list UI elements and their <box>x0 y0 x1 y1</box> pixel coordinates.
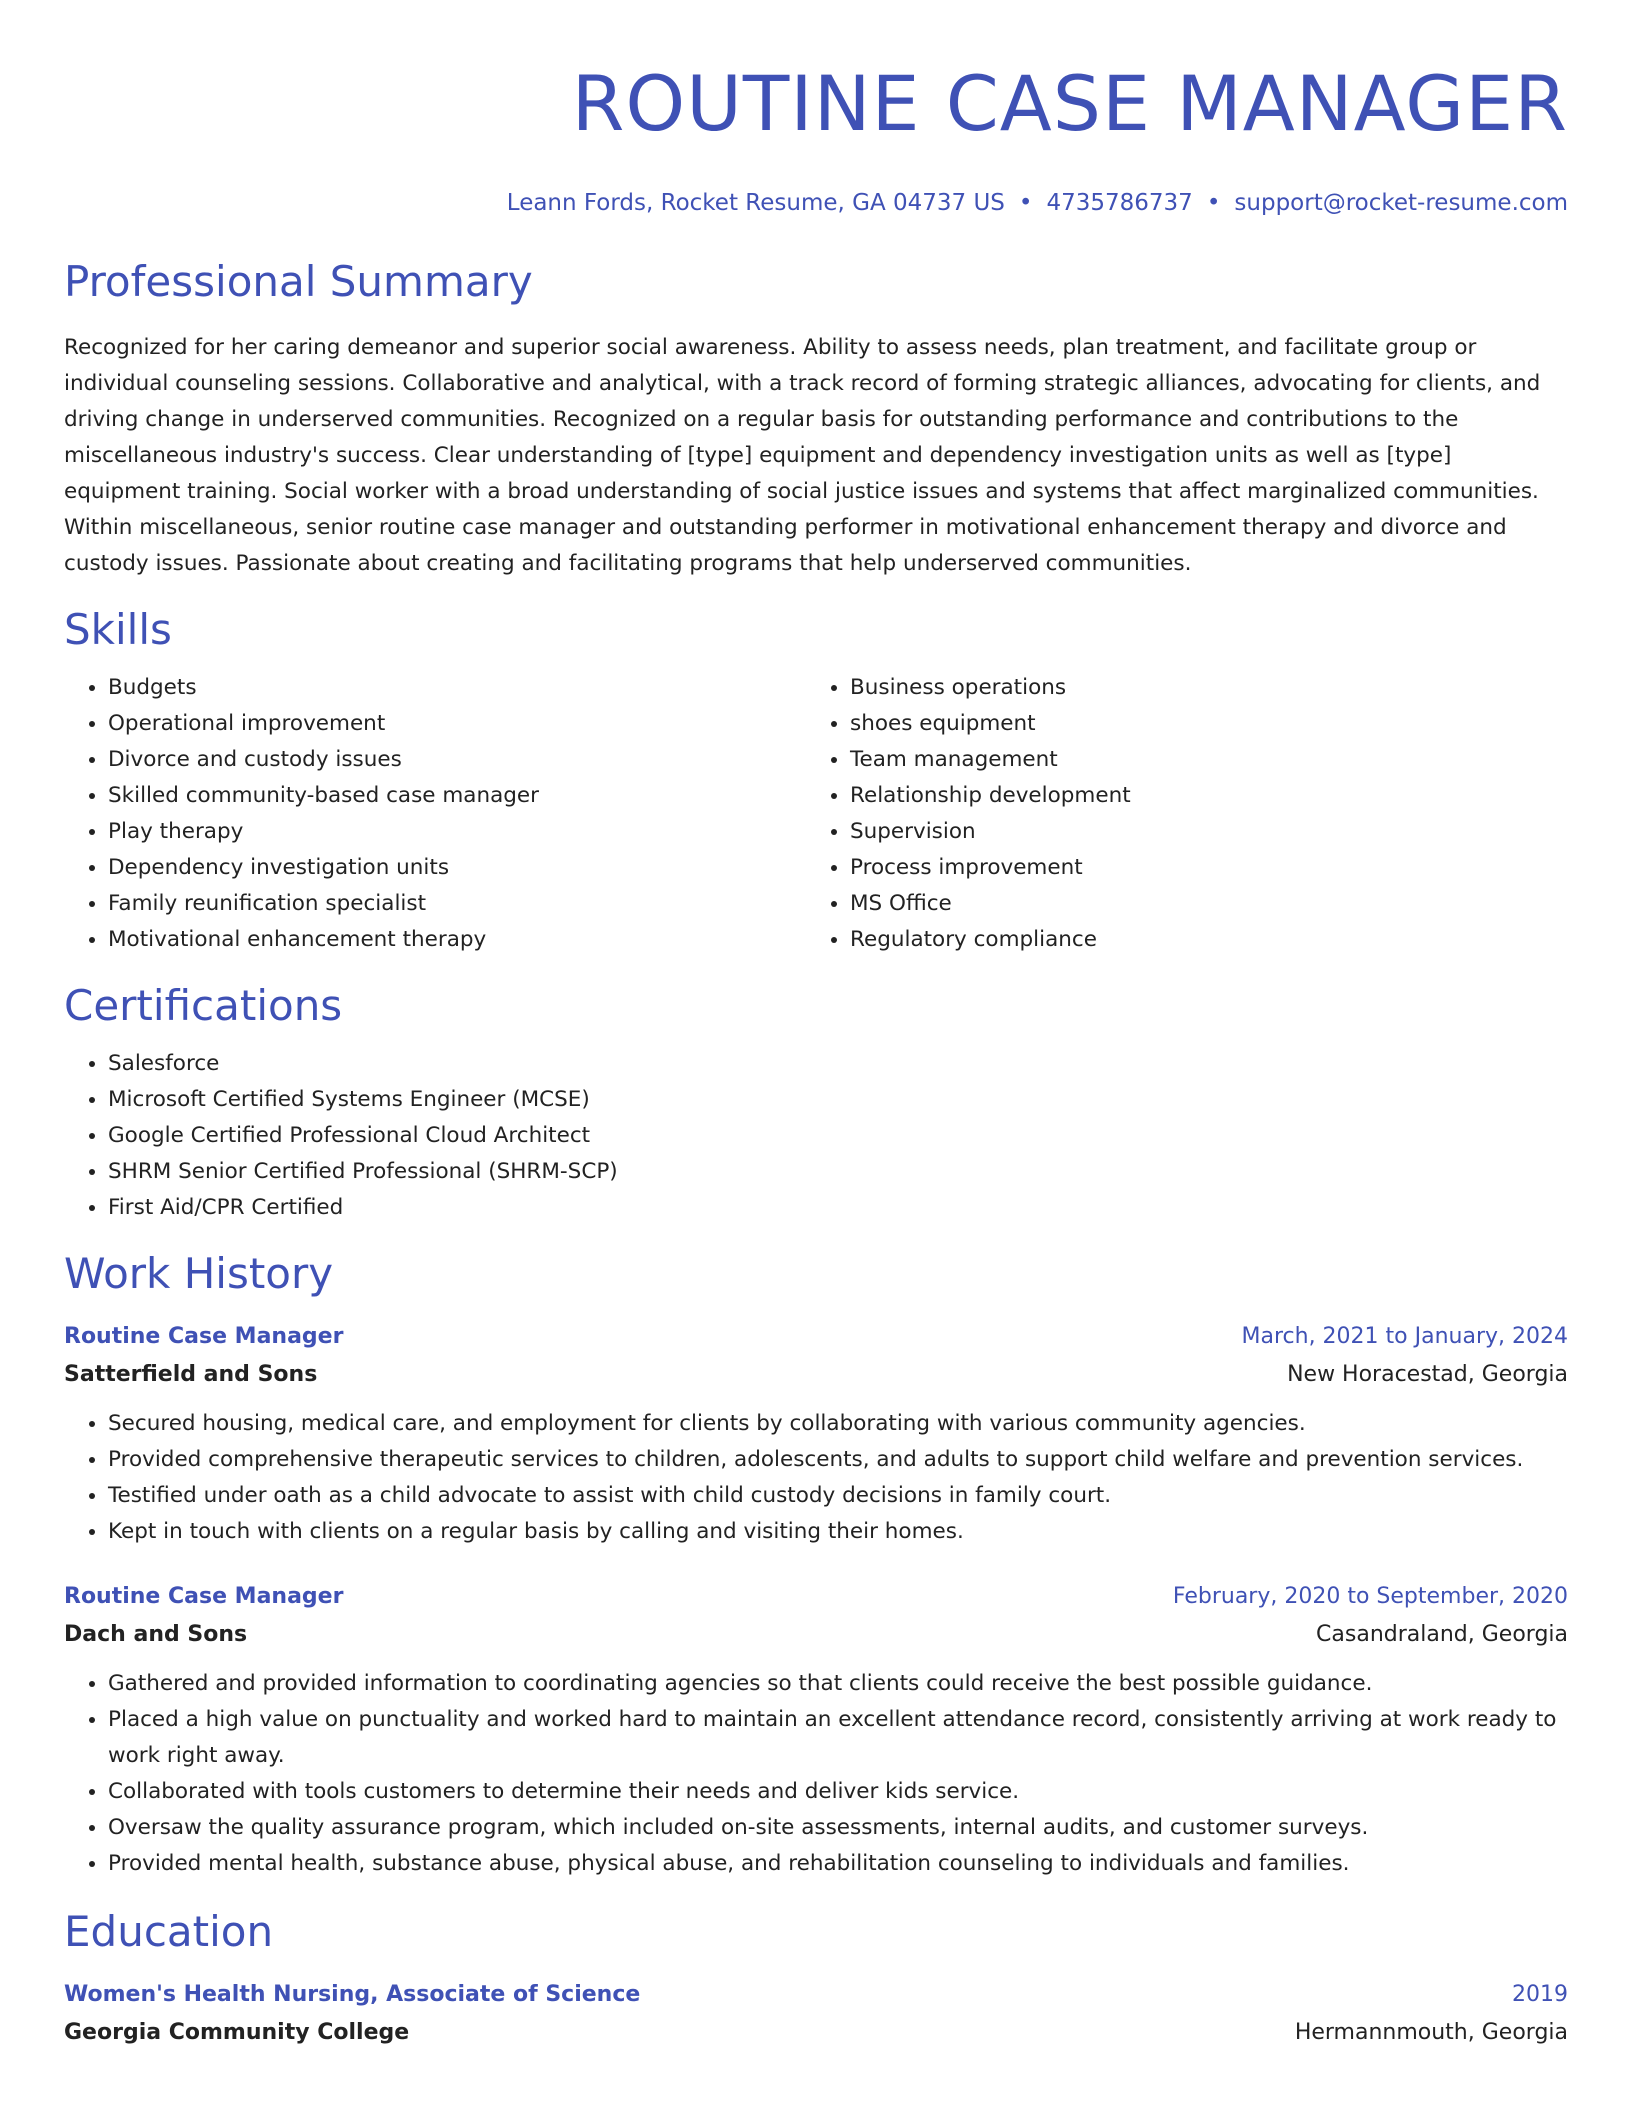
job-duty-item: • Kept in touch with clients on a regular basis by calling and visiting their homes. <box>108 1514 1568 1550</box>
education-entry <box>64 1976 1568 2052</box>
certifications-list <box>64 1046 1568 1226</box>
skills-grid <box>64 670 1568 958</box>
contact-line <box>64 188 1568 218</box>
resume-title: ROUTINE CASE MANAGER <box>571 59 1568 148</box>
summary-heading: Professional Summary <box>64 257 533 306</box>
skills-list-left <box>64 670 806 958</box>
job-title-row <box>64 1578 1568 1616</box>
job-duty-item: • Collaborated with tools customers to determine their needs and deliver kids service. <box>108 1774 1568 1810</box>
skills-column-left <box>64 670 806 958</box>
education-heading: Education <box>64 1907 274 1956</box>
job-location: Casandraland, Georgia <box>1316 1622 1568 1647</box>
certification-item: • Google Certified Professional Cloud Architect <box>108 1118 1568 1154</box>
education-degree-row <box>64 1976 1568 2014</box>
summary-section <box>64 256 1568 582</box>
skill-item: • Supervision <box>850 814 1548 850</box>
contact-separator: • <box>1018 190 1033 216</box>
skill-item: • Process improvement <box>850 850 1548 886</box>
skill-item: • Operational improvement <box>108 706 806 742</box>
contact-address: Leann Fords, Rocket Resume, GA 04737 US <box>506 190 1005 216</box>
job-company-row <box>64 1356 1568 1394</box>
job-entry <box>64 1578 1568 1882</box>
job-dates: March, 2021 to January, 2024 <box>1241 1324 1568 1349</box>
skills-heading: Skills <box>64 605 172 654</box>
skill-item: • Motivational enhancement therapy <box>108 922 806 958</box>
skill-item: • Regulatory compliance <box>850 922 1548 958</box>
education-degree: Women's Health Nursing, Associate of Science <box>64 1982 641 2007</box>
skill-item: • Budgets <box>108 670 806 706</box>
skill-item: • Play therapy <box>108 814 806 850</box>
job-entry <box>64 1318 1568 1550</box>
education-location: Hermannmouth, Georgia <box>1294 2020 1568 2045</box>
education-year: 2019 <box>1512 1982 1568 2007</box>
summary-text: Recognized for her caring demeanor and superior social awareness. Ability to assess needs, plan treatment, and facilitate group or individual counseling sessions. Collaborative and analytical, with a track record of forming strategic alliances, advocating for clients, and driving change in underserved communities. Recognized on a regular basis for outstanding performance and contributions to the miscellaneous industry's success. Clear understanding of [type] equipment and dependency investigation units as well as [type] equipment training. Social worker with a broad understanding of social justice issues and systems that affect marginalized communities. Within miscellaneous, senior routine case manager and outstanding performer in motivational enhancement therapy and divorce and custody issues. Passionate about creating and facilitating programs that help underserved communities. <box>64 335 1541 576</box>
skill-item: • Dependency investigation units <box>108 850 806 886</box>
job-duties-list <box>64 1406 1568 1550</box>
job-duty-item: • Gathered and provided information to coordinating agencies so that clients could receive the best possible guidance. <box>108 1666 1568 1702</box>
education-school: Georgia Community College <box>64 2020 410 2045</box>
contact-email[interactable]: support@rocket-resume.com <box>1234 190 1568 216</box>
skill-item: • Relationship development <box>850 778 1548 814</box>
job-duty-item: • Secured housing, medical care, and employment for clients by collaborating with various community agencies. <box>108 1406 1568 1442</box>
job-dates: February, 2020 to September, 2020 <box>1172 1584 1568 1609</box>
certification-item: • Salesforce <box>108 1046 1568 1082</box>
skill-item: • shoes equipment <box>850 706 1548 742</box>
job-location: New Horacestad, Georgia <box>1287 1362 1568 1387</box>
skill-item: • Skilled community-based case manager <box>108 778 806 814</box>
job-company: Satterfield and Sons <box>64 1362 318 1387</box>
work-history-heading: Work History <box>64 1249 334 1298</box>
job-title: Routine Case Manager <box>64 1584 344 1609</box>
certifications-section <box>64 980 1568 1226</box>
job-title-row <box>64 1318 1568 1356</box>
certifications-heading: Certifications <box>64 981 343 1030</box>
contact-separator: • <box>1206 190 1221 216</box>
contact-phone: 4735786737 <box>1046 190 1193 216</box>
skill-item: • Team management <box>850 742 1548 778</box>
education-section <box>64 1906 1568 2052</box>
skills-section <box>64 604 1568 958</box>
work-history-section <box>64 1248 1568 1882</box>
job-duties-list <box>64 1666 1568 1882</box>
job-duty-item: • Provided mental health, substance abuse, physical abuse, and rehabilitation counseling to individuals and families. <box>108 1846 1568 1882</box>
job-duty-item: • Testified under oath as a child advocate to assist with child custody decisions in family court. <box>108 1478 1568 1514</box>
job-duty-item: • Oversaw the quality assurance program, which included on-site assessments, internal audits, and customer surveys. <box>108 1810 1568 1846</box>
job-company-row <box>64 1616 1568 1654</box>
job-title: Routine Case Manager <box>64 1324 344 1349</box>
job-company: Dach and Sons <box>64 1622 248 1647</box>
skill-item: • Family reunification specialist <box>108 886 806 922</box>
certification-item: • SHRM Senior Certified Professional (SHRM-SCP) <box>108 1154 1568 1190</box>
certification-item: • Microsoft Certified Systems Engineer (MCSE) <box>108 1082 1568 1118</box>
skills-list-right <box>806 670 1548 958</box>
skills-column-right <box>806 670 1548 958</box>
skill-item: • MS Office <box>850 886 1548 922</box>
education-school-row <box>64 2014 1568 2052</box>
skill-item: • Business operations <box>850 670 1548 706</box>
certification-item: • First Aid/CPR Certified <box>108 1190 1568 1226</box>
job-duty-item: • Placed a high value on punctuality and worked hard to maintain an excellent attendance record, consistently arriving at work ready to work right away. <box>108 1702 1568 1774</box>
job-duty-item: • Provided comprehensive therapeutic services to children, adolescents, and adults to support child welfare and prevention services. <box>108 1442 1568 1478</box>
skill-item: • Divorce and custody issues <box>108 742 806 778</box>
